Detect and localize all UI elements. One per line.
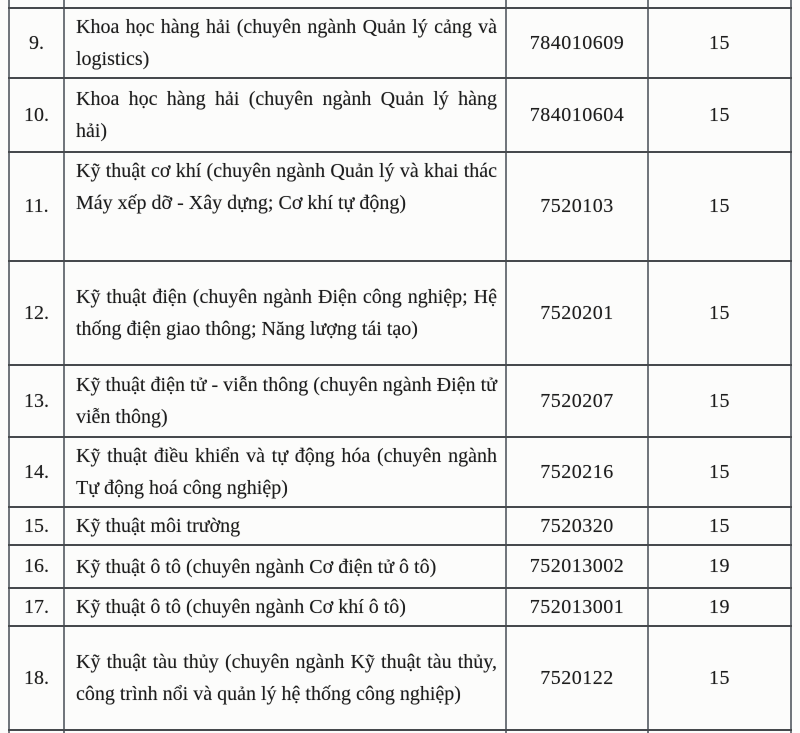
major-code-cell: 7520122 <box>506 626 648 730</box>
score-cell: 15 <box>648 507 791 545</box>
table-row <box>9 152 791 261</box>
score-cell: 15 <box>648 152 791 261</box>
table-row <box>9 545 791 588</box>
major-name-cell: Kỹ thuật ô tô (chuyên ngành Cơ khí ô tô) <box>64 588 506 626</box>
table-row <box>9 626 791 730</box>
row-number-cell: 15. <box>9 507 64 545</box>
admissions-table <box>8 0 792 733</box>
table-row <box>9 261 791 365</box>
table-row <box>9 365 791 437</box>
major-code-cell: 752013002 <box>506 545 648 588</box>
score-cell: 19 <box>648 545 791 588</box>
major-code-cell: 784010604 <box>506 78 648 152</box>
score-cell: 15 <box>648 626 791 730</box>
major-name-cell <box>64 0 506 8</box>
major-code-cell: 7520320 <box>506 507 648 545</box>
major-code-cell <box>506 0 648 8</box>
major-name-cell: Khoa học hàng hải (chuyên ngành Quản lý hàng hải) <box>64 78 506 152</box>
score-cell: 15 <box>648 8 791 78</box>
row-number-cell: 12. <box>9 261 64 365</box>
major-code-cell: 7520103 <box>506 152 648 261</box>
major-name-cell: Kỹ thuật điều khiển và tự động hóa (chuyên ngành Tự động hoá công nghiệp) <box>64 437 506 507</box>
major-name-cell: Kỹ thuật ô tô (chuyên ngành Cơ điện tử ô tô) <box>64 545 506 588</box>
row-number-cell: 10. <box>9 78 64 152</box>
table-row <box>9 78 791 152</box>
major-code-cell: 752013001 <box>506 588 648 626</box>
row-number-cell: 9. <box>9 8 64 78</box>
row-number-cell: 17. <box>9 588 64 626</box>
score-cell: 15 <box>648 365 791 437</box>
major-code-cell: 7520216 <box>506 437 648 507</box>
table-row <box>9 8 791 78</box>
major-name-cell: Khoa học hàng hải (chuyên ngành Quản lý cảng và logistics) <box>64 8 506 78</box>
row-number-cell <box>9 0 64 8</box>
score-cell <box>648 0 791 8</box>
table-row <box>9 588 791 626</box>
major-code-cell: 784010609 <box>506 8 648 78</box>
major-name-cell: Kỹ thuật môi trường <box>64 507 506 545</box>
row-number-cell: 14. <box>9 437 64 507</box>
row-number-cell: 11. <box>9 152 64 261</box>
row-number-cell: 18. <box>9 626 64 730</box>
major-code-cell: 7520201 <box>506 261 648 365</box>
major-code-cell: 7520207 <box>506 365 648 437</box>
major-name-cell: Kỹ thuật tàu thủy (chuyên ngành Kỹ thuật tàu thủy, công trình nổi và quản lý hệ thống công nghiệp) <box>64 626 506 730</box>
row-number-cell: 16. <box>9 545 64 588</box>
score-cell: 15 <box>648 78 791 152</box>
row-number-cell: 13. <box>9 365 64 437</box>
table-row <box>9 437 791 507</box>
score-cell: 19 <box>648 588 791 626</box>
table-row-partial-top <box>9 0 791 8</box>
score-cell: 15 <box>648 437 791 507</box>
major-name-cell: Kỹ thuật điện (chuyên ngành Điện công nghiệp; Hệ thống điện giao thông; Năng lượng tái tạo) <box>64 261 506 365</box>
table-row <box>9 507 791 545</box>
major-name-cell: Kỹ thuật cơ khí (chuyên ngành Quản lý và khai thác Máy xếp dỡ - Xây dựng; Cơ khí tự động) <box>64 152 506 261</box>
major-name-cell: Kỹ thuật điện tử - viễn thông (chuyên ngành Điện tử viễn thông) <box>64 365 506 437</box>
score-cell: 15 <box>648 261 791 365</box>
